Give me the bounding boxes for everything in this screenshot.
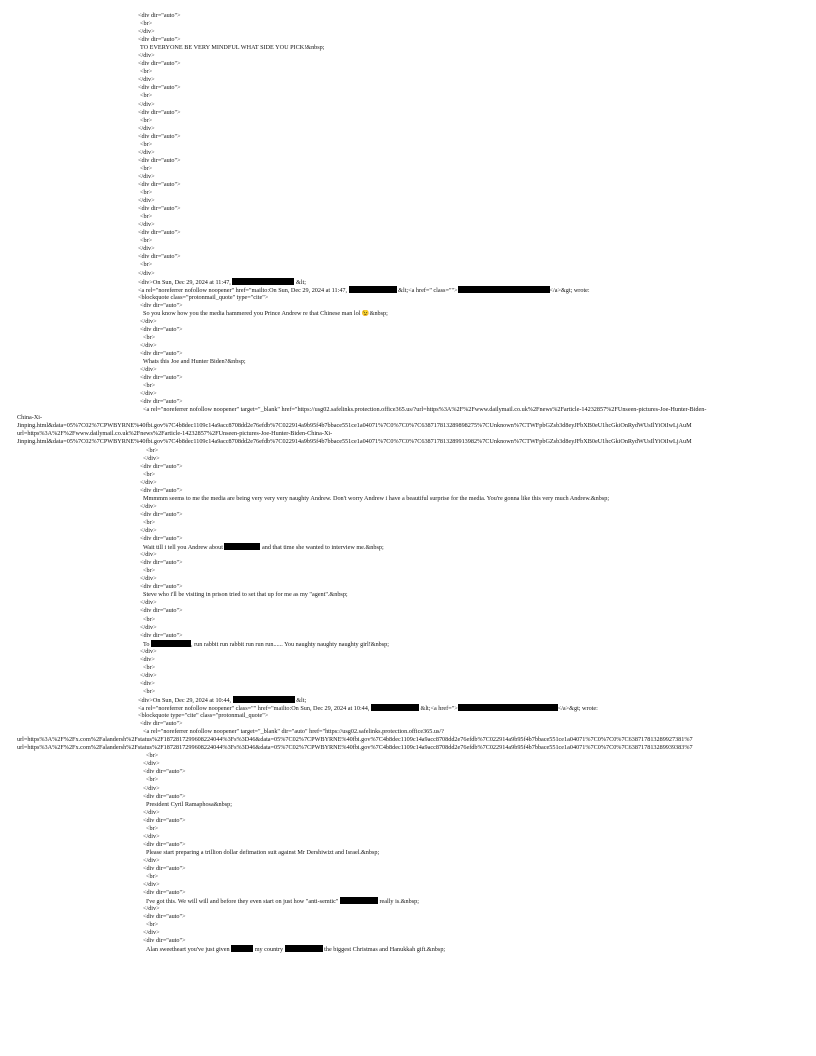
source-line [0,680,816,688]
source-line [0,390,816,398]
source-line-text: </div> [143,808,160,816]
source-line-text: <div dir="auto"> [140,349,183,357]
source-line [0,318,816,326]
source-line [0,422,816,430]
source-line-text: </div> [140,599,157,607]
source-line-text: <div> [140,679,155,687]
source-line [0,60,816,68]
source-line-text: url=https%3A%2F%2Fx.com%2Falandersh%2Fstatus%2F1872817299608224044%3Fs%3D46&data=05%7C02%7CPWBYRNE%40fbi.gov%7C4b8dec1109c14a9acc8708dd2e76efdb%7C022914a9b95f4b7bbace551ce1a04071%7C0%7C0%7C638717813289939383%7 [17,744,693,752]
source-line-text: url=https%3A%2F%2Fx.com%2Falandersh%2Fstatus%2F1872817299608224044%3Fs%3D46&data=05%7C02%7CPWBYRNE%40fbi.gov%7C4b8dec1109c14a9acc8708dd2e76efdb%7C022914a9b95f4b7bbace551ce1a04071%7C0%7C0%7C638717813289927381%7 [17,736,693,744]
source-line-text: <br> [140,261,153,269]
source-line [0,752,816,760]
source-line [0,294,816,302]
source-line-text: </div> [138,52,155,60]
source-line [0,945,816,953]
redaction-block [285,945,323,952]
source-line-text: <a rel="noreferrer nofollow noopener" target="_blank" dir="auto" href="https://usg02.safelinks.protection.office365.us/? [143,728,444,736]
source-line [0,736,816,744]
source-line [0,213,816,221]
source-line-text: <div dir="auto"> [138,205,181,213]
source-line [0,599,816,607]
source-line [0,776,816,784]
source-line-text: <div dir="auto"> [138,108,181,116]
source-line-text: Whats this Joe and Hunter Biden?&nbsp; [143,358,246,366]
source-line-text: China-Xi- [17,414,43,422]
source-line [0,720,816,728]
source-line [0,616,816,624]
source-line [0,20,816,28]
source-line [0,149,816,157]
source-line-text: <div dir="auto"> [143,913,186,921]
source-line-text: <br> [140,92,153,100]
source-line-text: Alan sweetheart you've just given [146,946,232,954]
source-line [0,865,816,873]
source-line-text: <br> [140,140,153,148]
redaction-block [231,945,253,952]
source-line-text: </div> [143,454,160,462]
source-line [0,696,816,704]
source-line-text: <div> [140,655,155,663]
source-line [0,398,816,406]
source-line [0,905,816,913]
source-line [0,937,816,945]
source-line-text: Jinping.html&data=05%7C02%7CPWBYRNE%40fbi.gov%7C4b8dec1109c14a9acc8708dd2e76efdb%7C022914a9b95f4b7bbace551ce1a04071%7C0%7C0%7C638717813289913982%7CUnknown%7CTWFpbGZsb3d8eyJFbXB0eU1hcGkiOnRydWUsIlYiOiIwLjAuM [17,438,692,446]
source-line-text: </a>&gt; wrote: [557,705,598,713]
source-line [0,76,816,84]
source-line-text: and that time she wanted to interview me.&nbsp; [260,544,384,552]
source-line-text: </div> [138,76,155,84]
source-line [0,463,816,471]
redaction-block [349,286,397,293]
source-line [0,889,816,897]
source-line-text: &lt;<a href="> [418,705,458,713]
source-line-text: </div> [138,100,155,108]
source-line [0,809,816,817]
source-line [0,205,816,213]
source-line-text: <br> [146,776,159,784]
source-line [0,358,816,366]
source-line [0,326,816,334]
source-line-text: Jinping.html&data=05%7C02%7CPWBYRNE%40fbi.gov%7C4b8dec1109c14a9acc8708dd2e76efdb%7C022914a9b95f4b7bbace551ce1a04071%7C0%7C0%7C638717813289898275%7CUnknown%7CTWFpbGZsb3d8eyJFbXB0eU1hcGkiOnRydWUsIlYiOiIwLjAuM [17,422,692,430]
source-line [0,44,816,52]
source-line-text: </div> [138,124,155,132]
source-line-text: Mmmmm seems to me the media are being very very very naughty Andrew. Don't worry Andrew i have a beautiful surprise for the media. You're gonna like this very much Andrew.&nbsp; [143,494,610,502]
source-line-text: </div> [138,221,155,229]
source-line [0,591,816,599]
source-line-text: <div dir="auto"> [140,559,183,567]
source-line [0,624,816,632]
source-line-text: , run rabbit run rabbit run run run...... You naughty naughty naughty girl!&nbsp; [191,640,389,648]
source-line [0,52,816,60]
source-line [0,350,816,358]
source-line-text: <br> [143,663,156,671]
source-line-text: </div> [143,760,160,768]
source-line-text: <div dir="auto"> [138,60,181,68]
source-line-text: </div> [143,929,160,937]
source-line-text: <br> [140,116,153,124]
source-line [0,430,816,438]
redaction-block [458,704,558,711]
source-line-text: <br> [143,333,156,341]
source-line [0,28,816,36]
source-line-text: <br> [146,824,159,832]
source-line-text: <div dir="auto"> [140,325,183,333]
source-line-text: </div> [138,172,155,180]
source-line-text: <br> [143,518,156,526]
source-line [0,760,816,768]
source-line [0,302,816,310]
source-line-text: </div> [140,366,157,374]
source-line [0,527,816,535]
redaction-block [340,897,378,904]
source-line [0,897,816,905]
source-line [0,447,816,455]
source-line-text: <br> [143,687,156,695]
source-line [0,270,816,278]
source-line-text: <br> [140,213,153,221]
source-line-text: Wait till i tell you Andrew about [143,544,225,552]
source-line-text: </div> [140,390,157,398]
source-line [0,535,816,543]
source-line-text: &lt; [294,696,307,704]
source-line [0,575,816,583]
source-line-text: <br> [140,237,153,245]
source-line [0,12,816,20]
source-line-text: url=https%3A%2F%2Fwww.dailymail.co.uk%2Fnews%2Farticle-14232857%2FUnseen-pictures-Joe-Hunter-Biden-China-Xi- [17,430,333,438]
source-line-text: </div> [140,551,157,559]
source-line-text: <div dir="auto"> [140,583,183,591]
source-line-text: </div> [143,881,160,889]
source-line-text: <div dir="auto"> [138,36,181,44]
source-line-text: </div> [140,502,157,510]
source-line [0,688,816,696]
source-line [0,511,816,519]
source-line [0,334,816,342]
source-line [0,728,816,736]
source-line [0,712,816,720]
source-line [0,785,816,793]
source-line [0,648,816,656]
source-line-text: <div dir="auto"> [140,510,183,518]
source-line [0,793,816,801]
source-line [0,181,816,189]
source-line-text: the biggest Christmas and Hanukkah gift.&nbsp; [322,946,446,954]
source-line-text: <br> [140,68,153,76]
redaction-block [371,704,419,711]
source-line [0,125,816,133]
source-line [0,157,816,165]
source-line-text: </div> [143,832,160,840]
source-line-text: I've got this. We will will and before they even start on just how "anti-semtic" [146,898,340,906]
source-line [0,471,816,479]
source-line [0,229,816,237]
source-line [0,664,816,672]
source-line [0,101,816,109]
source-line-text: </div> [140,527,157,534]
source-line [0,221,816,229]
source-line-text: <div dir="auto"> [140,301,183,309]
source-line [0,857,816,865]
source-line [0,261,816,269]
source-line-text: <br> [143,470,156,478]
source-line-text: <br> [143,567,156,575]
source-line-text: </div> [138,28,155,36]
source-line-text: <div dir="auto"> [140,535,183,543]
source-line-text: </div> [140,647,157,655]
source-line-text: </div> [140,341,157,349]
source-line-text: <div dir="auto"> [140,374,183,382]
source-line [0,479,816,487]
source-line [0,487,816,495]
source-line [0,310,816,318]
source-line [0,503,816,511]
source-line-text: <div dir="auto"> [138,253,181,261]
source-line [0,632,816,640]
source-line [0,189,816,197]
source-line-text: </div> [138,245,155,253]
source-line-text: <br> [146,752,159,760]
source-line-text: <div>On Sun, Dec 29, 2024 at 11:47, [138,278,233,286]
source-line-text: </div> [140,317,157,325]
source-line [0,704,816,712]
source-line-text: <div dir="auto"> [140,486,183,494]
source-line [0,841,816,849]
source-line-text: To [143,640,151,648]
source-line-text: </div> [138,148,155,156]
source-line [0,768,816,776]
source-line [0,656,816,664]
redaction-block [233,696,295,703]
source-line [0,640,816,648]
source-line-text: </div> [140,478,157,486]
source-line [0,455,816,463]
source-line-text: <br> [140,164,153,172]
source-line-text: &lt;<a href=" class=""> [396,286,458,294]
source-line-text: </div> [140,575,157,583]
source-line-text: <div dir="auto"> [143,889,186,897]
source-line [0,567,816,575]
source-line [0,929,816,937]
source-line-text: <div>On Sun, Dec 29, 2024 at 10:44, [138,696,233,704]
source-line [0,833,816,841]
source-line [0,84,816,92]
source-line [0,237,816,245]
source-line-text: &lt; [294,278,306,286]
source-line-text: <br> [143,382,156,390]
source-line-text: <div dir="auto"> [138,132,181,140]
source-line-text: <div dir="auto"> [140,631,183,639]
source-line [0,133,816,141]
source-line [0,849,816,857]
source-line-text: <a rel="noreferrer nofollow noopener" target="_blank" href="https://usg02.safelinks.protection.office365.us/?url=https%3A%2F%2Fwww.dailymail.co.uk%2Fnews%2Farticle-14232857%2FUnseen-pictures-Joe-Hunter-Biden- [143,406,707,414]
redaction-block [232,278,294,285]
source-line-text: <div dir="auto"> [138,180,181,188]
source-line-text: TO EVERYONE BE VERY MINDFUL WHAT SIDE YOU PICK!&nbsp; [140,44,325,52]
source-line-text: <div dir="auto"> [140,607,183,615]
source-line-text: <div dir="auto"> [138,229,181,237]
source-line-text: my country [253,946,285,954]
source-line-text: <div dir="auto"> [143,816,186,824]
source-line [0,197,816,205]
source-line [0,801,816,809]
source-line [0,913,816,921]
source-line [0,68,816,76]
source-line [0,173,816,181]
source-line-text: </div> [143,905,160,913]
source-line [0,342,816,350]
source-line-text: </div> [143,784,160,792]
source-line [0,253,816,261]
source-line-text: <br> [146,921,159,929]
source-line-text: President Cyril Ramaphosa&nbsp; [146,800,232,808]
source-line-text: <br> [146,873,159,881]
source-line-text: <div dir="auto"> [138,84,181,92]
source-line-text: </div> [138,197,155,205]
source-line [0,559,816,567]
source-line [0,551,816,559]
source-line [0,286,816,294]
source-line-text: Please start preparing a trillion dollar defimation suit against Mr Dershiwizt and Israel.&nbsp; [146,848,380,856]
source-line [0,583,816,591]
source-line-text: </div> [140,671,157,679]
email-html-source [0,12,816,953]
source-line-text: <div dir="auto"> [143,864,186,872]
source-line-text: <br> [140,20,153,28]
source-line [0,825,816,833]
redaction-block [458,286,550,293]
source-line [0,817,816,825]
source-line [0,92,816,100]
source-line-text: </div> [140,623,157,631]
source-line-text: <div dir="auto"> [143,937,186,945]
source-line [0,438,816,446]
source-line-text: So you know how you the media hammered you Prince Andrew re that Chinese man lol 😉&nbsp; [143,309,388,317]
source-line-text: <div dir="auto"> [140,720,183,728]
source-line [0,543,816,551]
source-line-text: <div dir="auto"> [138,156,181,164]
source-line [0,406,816,414]
source-line-text: <div dir="auto"> [143,768,186,776]
source-line [0,245,816,253]
source-line-text: <div dir="auto"> [140,398,183,406]
source-line [0,366,816,374]
source-line-text: <a rel="noreferrer nofollow noopener" class="" href="mailto:On Sun, Dec 29, 2024 at 10:44, [138,705,371,713]
source-line [0,921,816,929]
source-line [0,165,816,173]
source-line [0,744,816,752]
redaction-block [151,640,191,647]
source-line-text: <blockquote type="cite" class="protonmail_quote"> [138,712,269,720]
source-line [0,374,816,382]
source-line [0,278,816,286]
source-line-text: <blockquote class="protonmail_quote" type="cite"> [138,293,269,301]
source-line-text: <br> [140,189,153,197]
source-line [0,414,816,422]
source-line-text: <div dir="auto"> [138,12,181,19]
source-line-text: <div dir="auto"> [143,792,186,800]
source-line [0,36,816,44]
redaction-block [224,543,260,550]
source-line [0,117,816,125]
source-line-text: </a>&gt; wrote: [549,286,590,294]
source-line [0,495,816,503]
source-line-text: <br> [143,615,156,623]
source-line [0,382,816,390]
source-line-text: <br> [146,446,159,454]
source-line-text: <div dir="auto"> [143,840,186,848]
source-line [0,141,816,149]
source-line [0,873,816,881]
source-line [0,519,816,527]
source-line [0,672,816,680]
source-line [0,607,816,615]
source-line-text: really is.&nbsp; [377,898,419,906]
source-line [0,881,816,889]
source-line-text: </div> [138,269,155,277]
source-line-text: <a rel="noreferrer nofollow noopener" href="mailto:On Sun, Dec 29, 2024 at 11:47, [138,286,349,294]
source-line-text: </div> [143,856,160,864]
source-line-text: Steve who i'll be visiting in prison tried to set that up for me as my "agent".&nbsp; [143,591,348,599]
source-line-text: <div dir="auto"> [140,462,183,470]
source-line [0,109,816,117]
